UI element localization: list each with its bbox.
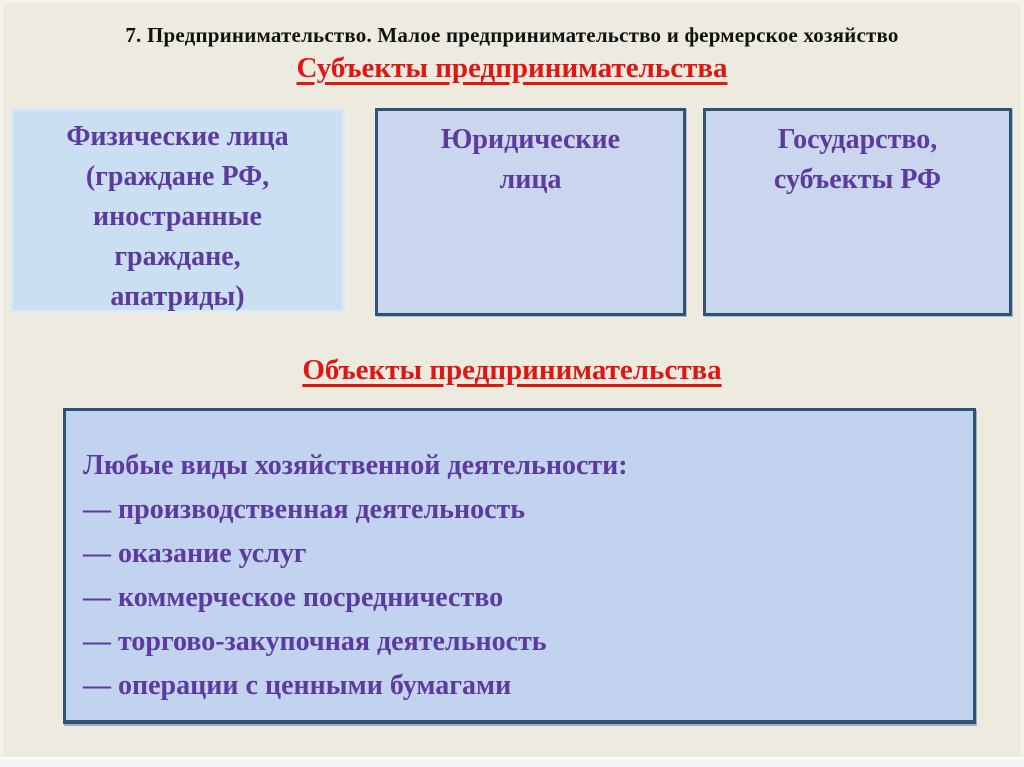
slide-title: 7. Предпринимательство. Малое предпринимательство и фермерское хозяйство: [125, 23, 899, 47]
subject-box-individuals: [10, 108, 345, 313]
bottom-edge-strip: [0, 757, 1024, 767]
subject-box-individuals-line-4: граждане,: [114, 241, 241, 272]
objects-box-item-1: — производственная деятельность: [83, 494, 526, 525]
objects-box-item-5: — операции с ценными бумагами: [83, 670, 512, 701]
subject-box-legal-line-1: Юридические: [440, 124, 621, 155]
objects-box-intro: Любые виды хозяйственной деятельности:: [83, 450, 628, 481]
subjects-heading: Субъекты предпринимательства: [296, 52, 728, 84]
subject-box-legal-line-2: лица: [499, 164, 562, 195]
subject-box-individuals-line-3: иностранные: [93, 201, 262, 232]
subject-box-legal-entities: [375, 108, 686, 316]
objects-box-item-4: — торгово-закупочная деятельность: [83, 626, 547, 657]
subject-box-state: [703, 108, 1012, 316]
subject-box-state-line-1: Государство,: [777, 124, 938, 155]
subject-box-individuals-line-1: Физические лица: [66, 121, 289, 152]
subject-box-individuals-line-5: апатриды): [110, 281, 245, 312]
subject-box-individuals-line-2: (граждане РФ,: [85, 161, 270, 192]
subject-box-state-line-2: субъекты РФ: [773, 164, 942, 195]
objects-box: [63, 408, 976, 724]
objects-heading: Объекты предпринимательства: [302, 354, 722, 386]
objects-box-item-3: — коммерческое посредничество: [83, 582, 504, 613]
objects-box-item-2: — оказание услуг: [83, 538, 307, 569]
